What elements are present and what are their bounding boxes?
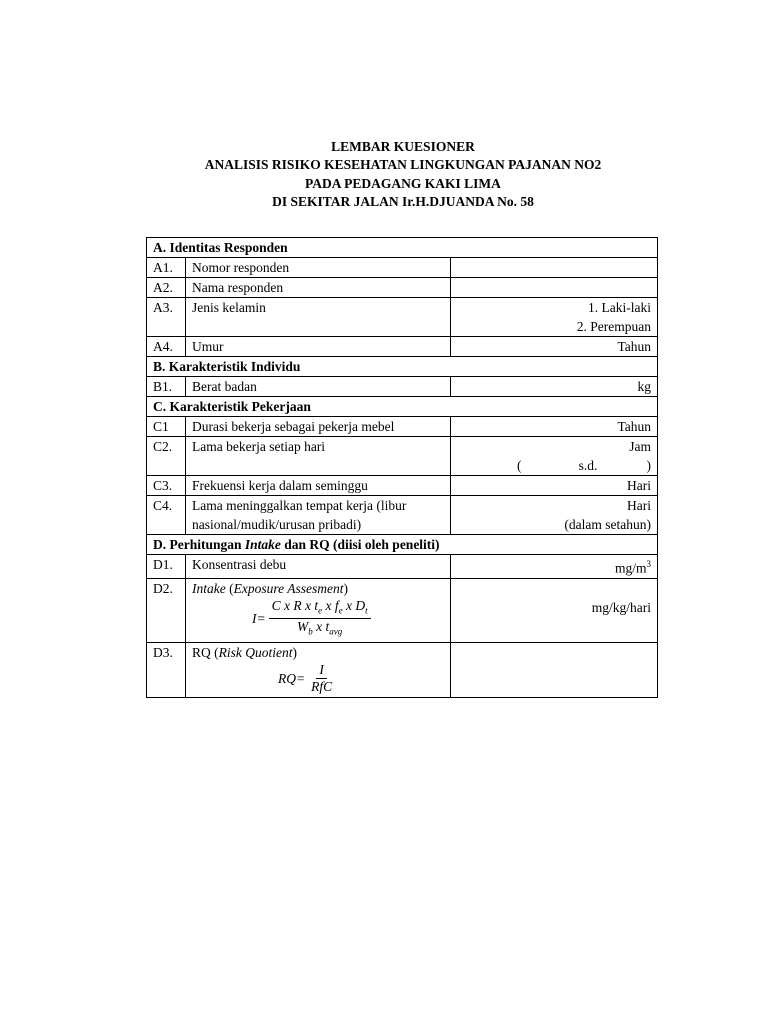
formula-lhs: RQ=: [278, 670, 306, 686]
unit-label: Tahun: [617, 339, 651, 354]
table-row-c3: [147, 476, 658, 496]
row-label: Lama bekerja setiap hari: [186, 437, 451, 476]
row-code: A4.: [147, 337, 186, 357]
section-c-header: [147, 397, 658, 417]
table-row-c1: [147, 417, 658, 437]
unit-label: Hari: [627, 498, 651, 513]
unit-label: mg/m: [614, 560, 647, 576]
section-b-header: [147, 357, 658, 377]
answer-field-c1[interactable]: [451, 417, 658, 437]
answer-field-d3[interactable]: [451, 642, 658, 697]
row-label: [186, 642, 451, 697]
row-label: Berat badan: [186, 377, 451, 397]
unit-label: Tahun: [617, 419, 651, 434]
den-part: x t: [312, 619, 330, 635]
formula-denominator: [294, 619, 345, 640]
gender-options: [451, 298, 658, 337]
den-sub: avg: [329, 626, 343, 637]
formula-numerator: I: [316, 662, 327, 679]
table-row-d1: [147, 555, 658, 579]
table-row-a2: [147, 278, 658, 298]
row-code: D2.: [147, 578, 186, 642]
option-male[interactable]: 1. Laki-laki: [588, 300, 651, 315]
title-line-2: ANALISIS RISIKO KESEHATAN LINGKUNGAN PAJANAN NO2: [204, 157, 602, 173]
num-part: C x R x t: [271, 597, 319, 613]
section-d-header: [147, 535, 658, 555]
heading-text-end: dan RQ (diisi oleh peneliti): [280, 537, 440, 552]
section-a-header: [147, 238, 658, 258]
answer-field-c4[interactable]: [451, 496, 658, 535]
row-label: Frekuensi kerja dalam seminggu: [186, 476, 451, 496]
table-row-b1: [147, 377, 658, 397]
num-part: x D: [342, 597, 366, 613]
row-code: C1: [147, 417, 186, 437]
answer-field-b1[interactable]: [451, 377, 658, 397]
label-paren: (: [225, 580, 234, 596]
row-label: Nomor responden: [186, 258, 451, 278]
table-row-d2: [147, 578, 658, 642]
label-italic-2: Exposure Assesment: [233, 580, 344, 596]
table-row-c2: [147, 437, 658, 476]
num-part: x f: [322, 597, 339, 613]
row-code: D3.: [147, 642, 186, 697]
questionnaire-table: [146, 237, 658, 698]
heading-italic: Intake: [244, 537, 281, 552]
num-sub: e: [318, 605, 323, 616]
range-close: ): [646, 458, 651, 473]
unit-label: kg: [637, 379, 651, 394]
row-code: C4.: [147, 496, 186, 535]
row-label: Konsentrasi debu: [186, 555, 451, 579]
label-text: RQ (: [192, 644, 219, 660]
d3-label: [192, 643, 444, 662]
time-range: [457, 456, 651, 475]
table-row-a1: [147, 258, 658, 278]
answer-field-d1[interactable]: [451, 555, 658, 579]
table-row-d3: [147, 642, 658, 697]
row-label: Nama responden: [186, 278, 451, 298]
table-row-c4: [147, 496, 658, 535]
section-d-heading: [147, 535, 658, 555]
label-paren-close: ): [292, 644, 297, 660]
row-label: Jenis kelamin: [186, 298, 451, 337]
formula-fraction: [269, 598, 371, 640]
row-code: A2.: [147, 278, 186, 298]
row-code: D1.: [147, 555, 186, 579]
unit-label: Hari: [627, 478, 651, 493]
answer-field-a2[interactable]: [451, 278, 658, 298]
answer-field-c2[interactable]: [451, 437, 658, 476]
heading-text: D. Perhitungan: [153, 537, 245, 552]
den-part: W: [296, 619, 309, 635]
row-label: Durasi bekerja sebagai pekerja mebel: [186, 417, 451, 437]
num-sub: e: [338, 605, 343, 616]
range-open: (: [517, 458, 522, 473]
formula-denominator: RfC: [311, 678, 333, 694]
unit-label: mg/kg/hari: [591, 599, 651, 615]
row-code: C3.: [147, 476, 186, 496]
table-row-a4: [147, 337, 658, 357]
row-code: A1.: [147, 258, 186, 278]
num-sub: t: [365, 605, 368, 616]
label-italic: Intake: [192, 580, 226, 596]
range-separator: s.d.: [578, 458, 598, 473]
d2-label: [192, 579, 444, 598]
label-paren-close: ): [343, 580, 348, 596]
answer-field-a1[interactable]: [451, 258, 658, 278]
row-code: A3.: [147, 298, 186, 337]
title-line-3: PADA PEDAGANG KAKI LIMA: [305, 175, 501, 191]
section-c-heading: C. Karakteristik Pekerjaan: [147, 397, 658, 417]
section-b-heading: B. Karakteristik Individu: [147, 357, 658, 377]
answer-field-c3[interactable]: [451, 476, 658, 496]
unit-superscript: 3: [646, 559, 651, 569]
intake-formula: [192, 598, 444, 640]
den-sub: b: [308, 626, 313, 637]
table-row-a3: [147, 298, 658, 337]
title-line-4: DI SEKITAR JALAN Ir.H.DJUANDA No. 58: [272, 194, 534, 210]
answer-field-d2[interactable]: [451, 578, 658, 642]
formula-numerator: [269, 598, 371, 620]
label-italic: Risk Quotient: [218, 644, 293, 660]
row-code: B1.: [147, 377, 186, 397]
formula-fraction: [308, 662, 335, 695]
unit-note: (dalam setahun): [564, 517, 651, 532]
section-a-heading: A. Identitas Responden: [147, 238, 658, 258]
document-title: [0, 138, 768, 212]
title-line-1: LEMBAR KUESIONER: [331, 139, 475, 154]
option-female[interactable]: 2. Perempuan: [576, 319, 651, 334]
row-code: C2.: [147, 437, 186, 476]
row-label: [186, 578, 451, 642]
answer-field-a4[interactable]: [451, 337, 658, 357]
rq-formula: [192, 662, 444, 695]
row-label: Lama meninggalkan tempat kerja (libur nasional/mudik/urusan pribadi): [186, 496, 451, 535]
row-label: Umur: [186, 337, 451, 357]
unit-label: Jam: [629, 439, 651, 454]
formula-lhs: I=: [252, 611, 266, 627]
